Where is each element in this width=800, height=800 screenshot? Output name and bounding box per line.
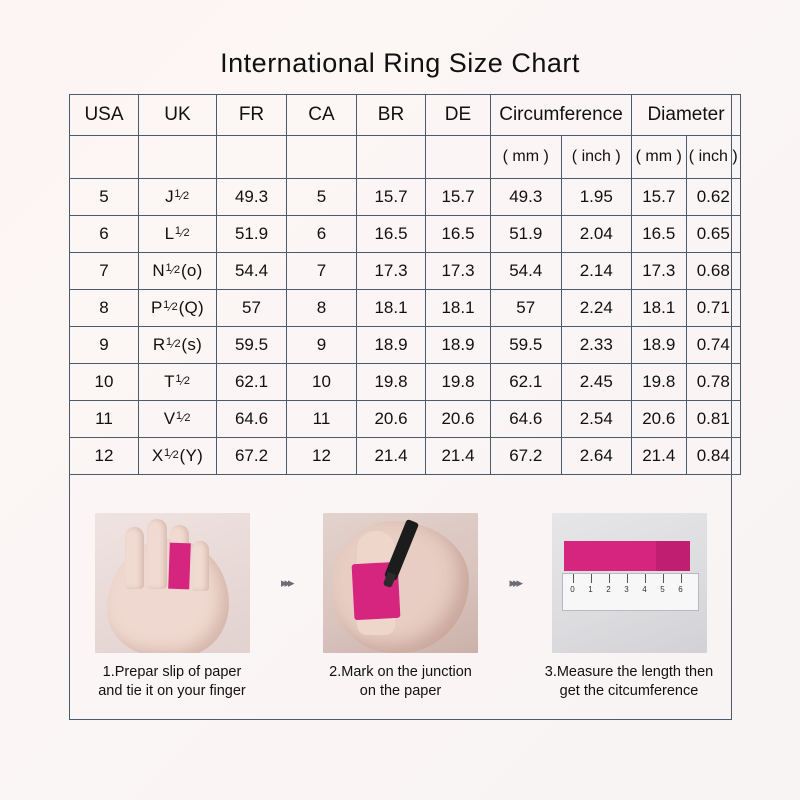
cell-circumference-inch: 2.14	[561, 253, 632, 290]
cell-circumference-inch: 2.33	[561, 327, 632, 364]
column-header-usa: USA	[70, 95, 139, 136]
ruler-mark-2: 2	[606, 585, 611, 594]
cell-circumference-mm: 49.3	[491, 179, 562, 216]
cell-uk: $V^1⁄_2$	[139, 401, 217, 438]
cell-de: 17.3	[426, 253, 491, 290]
cell-diameter-inch: 0.84	[686, 438, 741, 475]
unit-cell-usa	[70, 136, 139, 179]
table-row	[70, 179, 741, 216]
step-3-caption-line2: get the citcumference	[559, 683, 699, 699]
cell-diameter-mm: 17.3	[632, 253, 687, 290]
cell-diameter-mm: 21.4	[632, 438, 687, 475]
unit-cell-circumference-mm: ( mm )	[491, 136, 562, 179]
cell-ca: 6	[287, 216, 357, 253]
unit-cell-diameter-inch: ( inch )	[686, 136, 741, 179]
cell-circumference-inch: 2.64	[561, 438, 632, 475]
unit-cell-circumference-inch: ( inch )	[561, 136, 632, 179]
ruler-mark-6: 6	[678, 585, 683, 594]
cell-br: 17.3	[357, 253, 426, 290]
step-2-caption	[311, 663, 491, 701]
cell-circumference-mm: 64.6	[491, 401, 562, 438]
cell-usa: 5	[70, 179, 139, 216]
unit-cell-uk	[139, 136, 217, 179]
cell-usa: 10	[70, 364, 139, 401]
step-3-caption	[539, 663, 719, 701]
cell-ca: 8	[287, 290, 357, 327]
cell-de: 18.9	[426, 327, 491, 364]
cell-usa: 9	[70, 327, 139, 364]
cell-usa: 8	[70, 290, 139, 327]
cell-diameter-inch: 0.74	[686, 327, 741, 364]
cell-diameter-inch: 0.68	[686, 253, 741, 290]
cell-diameter-mm: 16.5	[632, 216, 687, 253]
cell-circumference-inch: 1.95	[561, 179, 632, 216]
unit-cell-ca	[287, 136, 357, 179]
cell-usa: 7	[70, 253, 139, 290]
table-unit-row	[70, 136, 741, 179]
ruler-mark-5: 5	[660, 585, 665, 594]
step-3	[539, 513, 719, 701]
cell-br: 18.1	[357, 290, 426, 327]
table-row	[70, 327, 741, 364]
paper-slip-shape	[168, 543, 191, 590]
cell-diameter-inch: 0.65	[686, 216, 741, 253]
step-1-caption-line2: and tie it on your finger	[98, 683, 246, 699]
cell-fr: 62.1	[217, 364, 287, 401]
cell-de: 18.1	[426, 290, 491, 327]
cell-diameter-mm: 15.7	[632, 179, 687, 216]
column-header-de: DE	[426, 95, 491, 136]
cell-ca: 7	[287, 253, 357, 290]
table-row	[70, 290, 741, 327]
cell-circumference-mm: 59.5	[491, 327, 562, 364]
cell-br: 20.6	[357, 401, 426, 438]
step-2-caption-line2: on the paper	[359, 683, 442, 699]
cell-uk: $N^1⁄_2(o)$	[139, 253, 217, 290]
cell-de: 16.5	[426, 216, 491, 253]
cell-usa: 6	[70, 216, 139, 253]
ruler-mark-0: 0	[570, 585, 575, 594]
cell-uk: $R^1⁄_2(s)$	[139, 327, 217, 364]
cell-uk: $L^1⁄_2$	[139, 216, 217, 253]
cell-fr: 57	[217, 290, 287, 327]
cell-diameter-mm: 18.1	[632, 290, 687, 327]
table-row	[70, 401, 741, 438]
cell-diameter-inch: 0.78	[686, 364, 741, 401]
cell-ca: 11	[287, 401, 357, 438]
table-header-row	[70, 95, 741, 136]
column-header-diameter: Diameter	[632, 95, 741, 136]
ruler-mark-1: 1	[588, 585, 593, 594]
cell-fr: 59.5	[217, 327, 287, 364]
cell-de: 21.4	[426, 438, 491, 475]
cell-fr: 51.9	[217, 216, 287, 253]
cell-circumference-inch: 2.04	[561, 216, 632, 253]
cell-usa: 11	[70, 401, 139, 438]
page-title: International Ring Size Chart	[220, 48, 580, 78]
cell-fr: 54.4	[217, 253, 287, 290]
arrow-right-icon: ▸▸▸	[280, 575, 292, 590]
step-1-caption-line1: 1.Prepar slip of paper	[102, 664, 242, 680]
unit-cell-de	[426, 136, 491, 179]
ruler-measuring-paper-photo	[552, 513, 707, 653]
cell-de: 20.6	[426, 401, 491, 438]
cell-circumference-mm: 54.4	[491, 253, 562, 290]
cell-br: 19.8	[357, 364, 426, 401]
cell-diameter-mm: 18.9	[632, 327, 687, 364]
step-1-caption	[82, 663, 262, 701]
column-header-fr: FR	[217, 95, 287, 136]
column-header-ca: CA	[287, 95, 357, 136]
unit-cell-br	[357, 136, 426, 179]
cell-usa: 12	[70, 438, 139, 475]
step-1	[82, 513, 262, 701]
column-header-circumference: Circumference	[491, 95, 632, 136]
cell-circumference-mm: 62.1	[491, 364, 562, 401]
cell-uk: $X^1⁄_2(Y)$	[139, 438, 217, 475]
cell-ca: 9	[287, 327, 357, 364]
cell-uk: $P^1⁄_2(Q)$	[139, 290, 217, 327]
table-row	[70, 216, 741, 253]
cell-br: 15.7	[357, 179, 426, 216]
cell-circumference-mm: 51.9	[491, 216, 562, 253]
cell-ca: 5	[287, 179, 357, 216]
ruler-mark-3: 3	[624, 585, 629, 594]
cell-fr: 67.2	[217, 438, 287, 475]
measuring-instructions	[70, 505, 731, 719]
ring-size-table	[69, 94, 741, 475]
cell-uk: $T^1⁄_2$	[139, 364, 217, 401]
unit-cell-fr	[217, 136, 287, 179]
cell-uk: $J^1⁄_2$	[139, 179, 217, 216]
step-2	[311, 513, 491, 701]
table-row	[70, 438, 741, 475]
cell-circumference-inch: 2.54	[561, 401, 632, 438]
cell-circumference-mm: 67.2	[491, 438, 562, 475]
cell-de: 19.8	[426, 364, 491, 401]
cell-de: 15.7	[426, 179, 491, 216]
cell-diameter-inch: 0.81	[686, 401, 741, 438]
arrow-right-icon: ▸▸▸	[509, 575, 521, 590]
unit-cell-diameter-mm: ( mm )	[632, 136, 687, 179]
table-row	[70, 364, 741, 401]
cell-ca: 10	[287, 364, 357, 401]
ruler-shape	[562, 573, 699, 611]
cell-circumference-inch: 2.24	[561, 290, 632, 327]
marking-paper-on-finger-photo	[323, 513, 478, 653]
cell-circumference-inch: 2.45	[561, 364, 632, 401]
cell-circumference-mm: 57	[491, 290, 562, 327]
step-2-caption-line1: 2.Mark on the junction	[329, 664, 472, 680]
ruler-mark-4: 4	[642, 585, 647, 594]
column-header-uk: UK	[139, 95, 217, 136]
cell-diameter-mm: 20.6	[632, 401, 687, 438]
hand-with-paper-slip-photo	[95, 513, 250, 653]
column-header-br: BR	[357, 95, 426, 136]
cell-diameter-mm: 19.8	[632, 364, 687, 401]
table-row	[70, 253, 741, 290]
cell-fr: 49.3	[217, 179, 287, 216]
step-3-caption-line1: 3.Measure the length then	[544, 664, 714, 680]
cell-br: 21.4	[357, 438, 426, 475]
cell-br: 18.9	[357, 327, 426, 364]
cell-diameter-inch: 0.71	[686, 290, 741, 327]
cell-ca: 12	[287, 438, 357, 475]
cell-diameter-inch: 0.62	[686, 179, 741, 216]
cell-fr: 64.6	[217, 401, 287, 438]
cell-br: 16.5	[357, 216, 426, 253]
